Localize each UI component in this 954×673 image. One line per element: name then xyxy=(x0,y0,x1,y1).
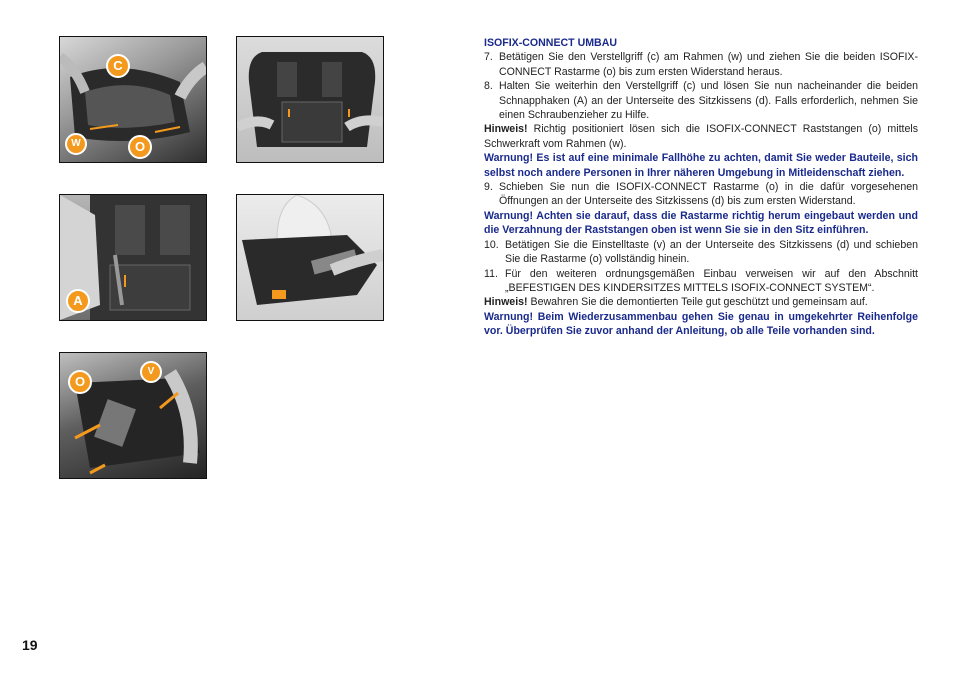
figure-1-label-c: C xyxy=(106,54,130,78)
figure-3-photo xyxy=(59,194,207,321)
step-11 xyxy=(484,267,918,296)
step-8 xyxy=(484,79,918,122)
figure-4-illustration xyxy=(237,195,383,320)
step-11-text: Für den weiteren ordnungsgemäßen Einbau verweisen wir auf den Abschnitt „BEFESTIGEN DES KINDERSITZES MITTELS ISOFIX-CONNECT SYSTEM“. xyxy=(505,267,918,294)
step-9-text: Schieben Sie nun die ISOFIX-CONNECT Rastarme (o) in die dafür vorgesehenen Öffnungen an der Unterseite des Sitzkissens (d) bis zum ersten Widerstand. xyxy=(499,181,918,208)
figure-5-photo xyxy=(59,352,207,479)
step-10 xyxy=(484,238,918,267)
figure-5-label-o: O xyxy=(68,370,92,394)
step-11-number: 11. xyxy=(484,267,498,280)
step-8-number: 8. xyxy=(484,80,493,93)
note-2 xyxy=(484,295,918,309)
warning-2: Warnung! Achten sie darauf, dass die Rastarme richtig herum eingebaut werden und die Verzahnung der Raststangen oben ist wenn Sie sie in den Sitz einführen. xyxy=(484,209,918,237)
figure-1-photo xyxy=(59,36,207,163)
instructions-text xyxy=(484,36,918,339)
step-8-text: Halten Sie weiterhin den Verstellgriff (c) und lösen Sie nun nacheinander die beiden Schnapphaken (A) an der Unterseite des Sitzkissens (d). Falls erforderlich, nehmen Sie einen Schraubenzieher zu Hilfe. xyxy=(499,80,918,122)
figure-4-photo xyxy=(236,194,384,321)
step-7-number: 7. xyxy=(484,51,493,64)
step-10-number: 10. xyxy=(484,238,499,251)
figure-1-label-w: W xyxy=(65,133,87,155)
figure-3-label-a: A xyxy=(66,289,90,313)
figure-2-photo xyxy=(236,36,384,163)
figure-5-label-v: V xyxy=(140,361,162,383)
step-7 xyxy=(484,50,918,79)
note-1-label: Hinweis! xyxy=(484,123,528,136)
page-number: 19 xyxy=(22,637,38,653)
note-2-label: Hinweis! xyxy=(484,296,528,309)
section-heading: ISOFIX-CONNECT UMBAU xyxy=(484,37,618,49)
warning-3: Warnung! Beim Wiederzusammenbau gehen Sie genau in umgekehrter Reihenfolge vor. Überprüfen Sie zuvor anhand der Anleitung, ob alle Teile vorhanden sind. xyxy=(484,310,918,338)
warning-1: Warnung! Es ist auf eine minimale Fallhöhe zu achten, damit Sie weder Bauteile, sich selbst noch andere Personen in Ihrer näheren Umgebung in Mitleidenschaft ziehen. xyxy=(484,152,918,179)
step-10-text: Betätigen Sie die Einstelltaste (v) an der Unterseite des Sitzkissens (d) und schieben Sie die Rastarme (o) vollständig hinein. xyxy=(505,238,918,266)
note-1 xyxy=(484,122,918,151)
step-9 xyxy=(484,180,918,209)
note-1-text: Richtig positioniert lösen sich die ISOFIX-CONNECT Raststangen (o) mittels Schwerkraft vom Rahmen (w). xyxy=(484,123,918,150)
step-9-number: 9. xyxy=(484,181,493,194)
note-2-text: Bewahren Sie die demontierten Teile gut geschützt und gemeinsam auf. xyxy=(527,296,868,309)
step-7-text: Betätigen Sie den Verstellgriff (c) am Rahmen (w) und ziehen Sie die beiden ISOFIX-CONNECT Rastarme (o) bis zum ersten Widerstand heraus. xyxy=(499,51,918,78)
figure-1-label-o: O xyxy=(128,135,152,159)
figure-2-illustration xyxy=(237,37,383,162)
